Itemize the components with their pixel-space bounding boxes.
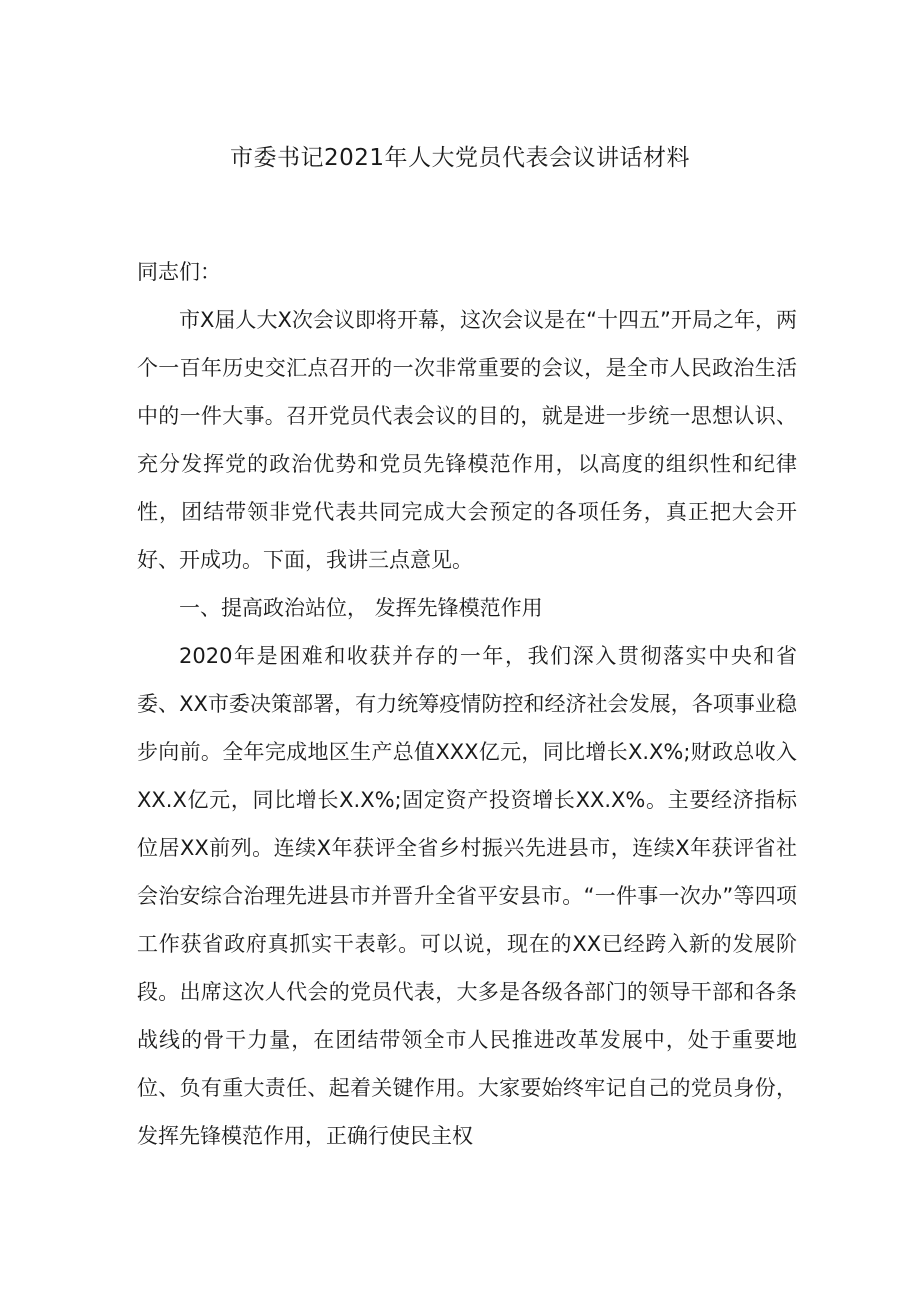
section-heading: 一、提高政治站位， 发挥先锋模范作用 — [179, 596, 543, 620]
document-title: 市委书记2021年人大党员代表会议讲话材料 — [229, 145, 691, 171]
salutation: 同志们： — [137, 260, 221, 284]
intro-paragraph: 市X届人大X次会议即将开幕，这次会议是在“十四五”开局之年，两个一百年历史交汇点召开的一次非常重要的会议，是全市人民政治生活中的一件大事。召开党员代表会议的目的，就是进一步统一思想认识、充分发挥党的政治优势和党员先锋模范作用，以高度的组织性和纪律性，团结带领非党代表共同完成大会预定的各项任务，真正把大会开好、开成功。下面，我讲三点意见。 — [137, 308, 797, 572]
document-body — [137, 248, 797, 1160]
section-paragraph: 2020年是困难和收获并存的一年，我们深入贯彻落实中央和省委、XX市委决策部署，有力统筹疫情防控和经济社会发展，各项事业稳步向前。全年完成地区生产总值XXX亿元，同比增长X.X%;财政总收入XX.X亿元，同比增长X.X%;固定资产投资增长XX.X%。主要经济指标位居XX前列。连续X年获评全省乡村振兴先进县市，连续X年获评省社会治安综合治理先进县市并晋升全省平安县市。“一件事一次办”等四项工作获省政府真抓实干表彰。可以说，现在的XX已经跨入新的发展阶段。出席这次人代会的党员代表，大多是各级各部门的领导干部和各条战线的骨干力量，在团结带领全市人民推进改革发展中，处于重要地位、负有重大责任、起着关键作用。大家要始终牢记自己的党员身份，发挥先锋模范作用，正确行使民主权 — [137, 644, 797, 1148]
